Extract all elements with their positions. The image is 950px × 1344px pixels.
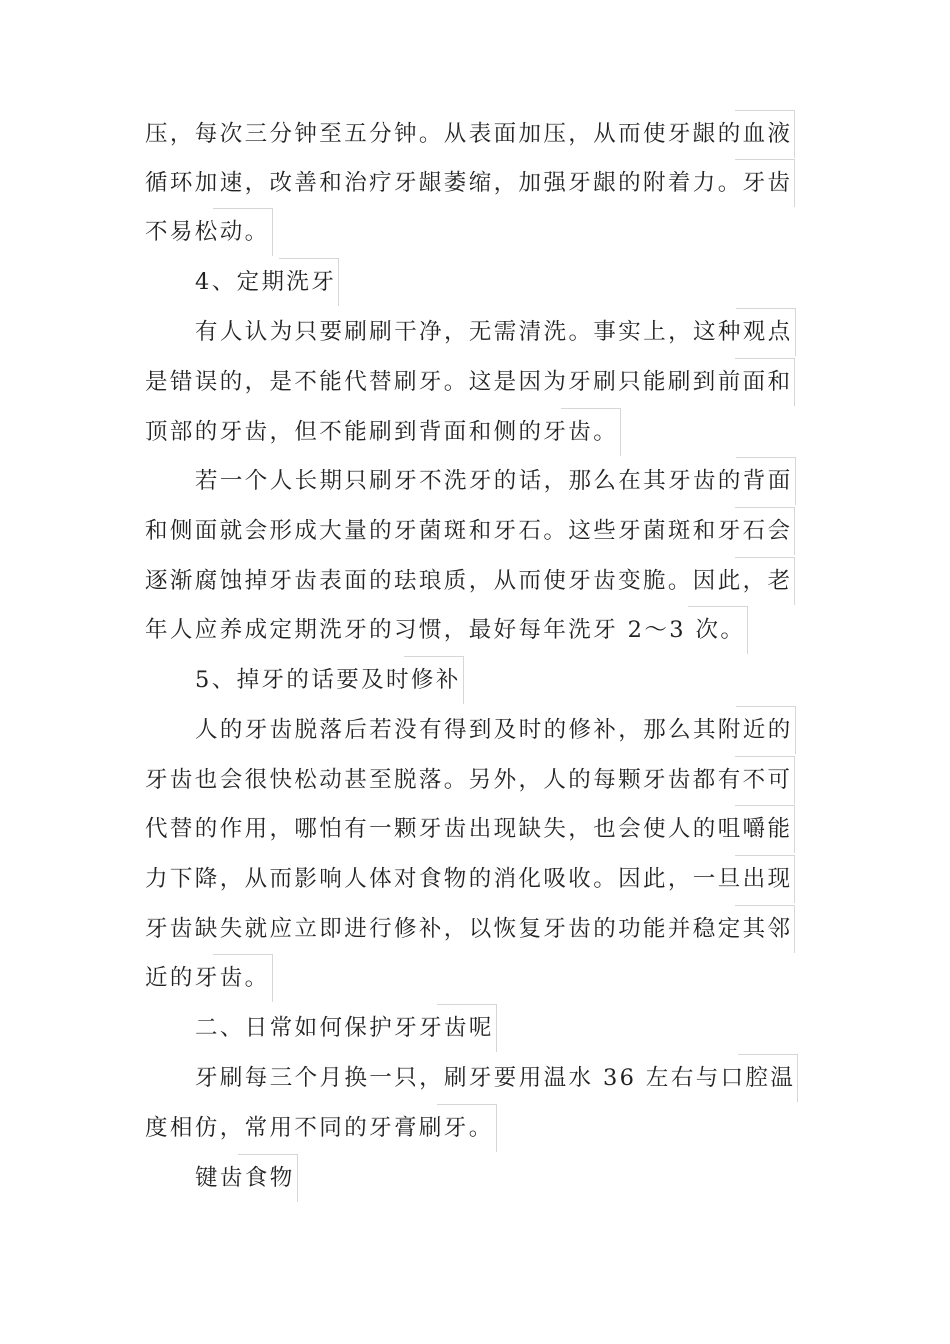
line-marker (735, 905, 795, 906)
text-line-14: 牙齿也会很快松动甚至脱落。另外，人的每颗牙齿都有不可 (145, 756, 795, 804)
line-marker (738, 1054, 798, 1055)
text-line-15: 代替的作用，哪怕有一颗牙齿出现缺失，也会使人的咀嚼能 (145, 805, 795, 853)
line-marker (735, 507, 795, 508)
line-marker (735, 805, 795, 806)
text-line-1: 压，每次三分钟至五分钟。从表面加压，从而使牙龈的血液 (145, 110, 795, 158)
line-marker (279, 258, 339, 259)
line-marker (238, 1154, 298, 1155)
line-marker (735, 110, 795, 111)
text-line-13: 人的牙齿脱落后若没有得到及时的修补，那么其附近的 (195, 706, 796, 754)
section-heading-4: 4、定期洗牙 (195, 258, 339, 306)
line-marker (735, 756, 795, 757)
text-line-21: 度相仿，常用不同的牙膏刷牙。 (145, 1104, 497, 1152)
line-marker (736, 457, 796, 458)
text-line-8: 若一个人长期只刷牙不洗牙的话，那么在其牙齿的背面 (195, 457, 796, 505)
text-line-6: 是错误的，是不能代替刷牙。这是因为牙刷只能刷到前面和 (145, 358, 795, 406)
section-heading-5: 5、掉牙的话要及时修补 (195, 656, 464, 704)
line-marker (213, 954, 273, 955)
text-line-17: 牙齿缺失就应立即进行修补，以恢复牙齿的功能并稳定其邻 (145, 905, 795, 953)
text-line-20: 牙刷每三个月换一只，刷牙要用温水 36 左右与口腔温 (195, 1054, 798, 1102)
text-line-2: 循环加速，改善和治疗牙龈萎缩，加强牙龈的附着力。牙齿 (145, 159, 795, 207)
text-line-10: 逐渐腐蚀掉牙齿表面的珐琅质，从而使牙齿变脆。因此，老 (145, 557, 795, 605)
line-marker (404, 656, 464, 657)
line-marker (561, 408, 621, 409)
line-marker (736, 706, 796, 707)
line-marker (213, 208, 273, 209)
text-line-18: 近的牙齿。 (145, 954, 273, 1002)
section-heading-2: 二、日常如何保护牙牙齿呢 (195, 1004, 497, 1052)
line-marker (735, 159, 795, 160)
line-marker (735, 358, 795, 359)
text-line-11: 年人应养成定期洗牙的习惯，最好每年洗牙 2～3 次。 (145, 606, 748, 654)
text-line-22: 键齿食物 (195, 1154, 298, 1202)
line-marker (688, 606, 748, 607)
line-marker (437, 1004, 497, 1005)
text-line-9: 和侧面就会形成大量的牙菌斑和牙石。这些牙菌斑和牙石会 (145, 507, 795, 555)
text-line-5: 有人认为只要刷刷干净，无需清洗。事实上，这种观点 (195, 308, 796, 356)
text-line-7: 顶部的牙齿，但不能刷到背面和侧的牙齿。 (145, 408, 621, 456)
line-marker (736, 308, 796, 309)
text-line-16: 力下降，从而影响人体对食物的消化吸收。因此，一旦出现 (145, 855, 795, 903)
text-line-3: 不易松动。 (145, 208, 273, 256)
line-marker (437, 1104, 497, 1105)
line-marker (735, 855, 795, 856)
line-marker (735, 557, 795, 558)
